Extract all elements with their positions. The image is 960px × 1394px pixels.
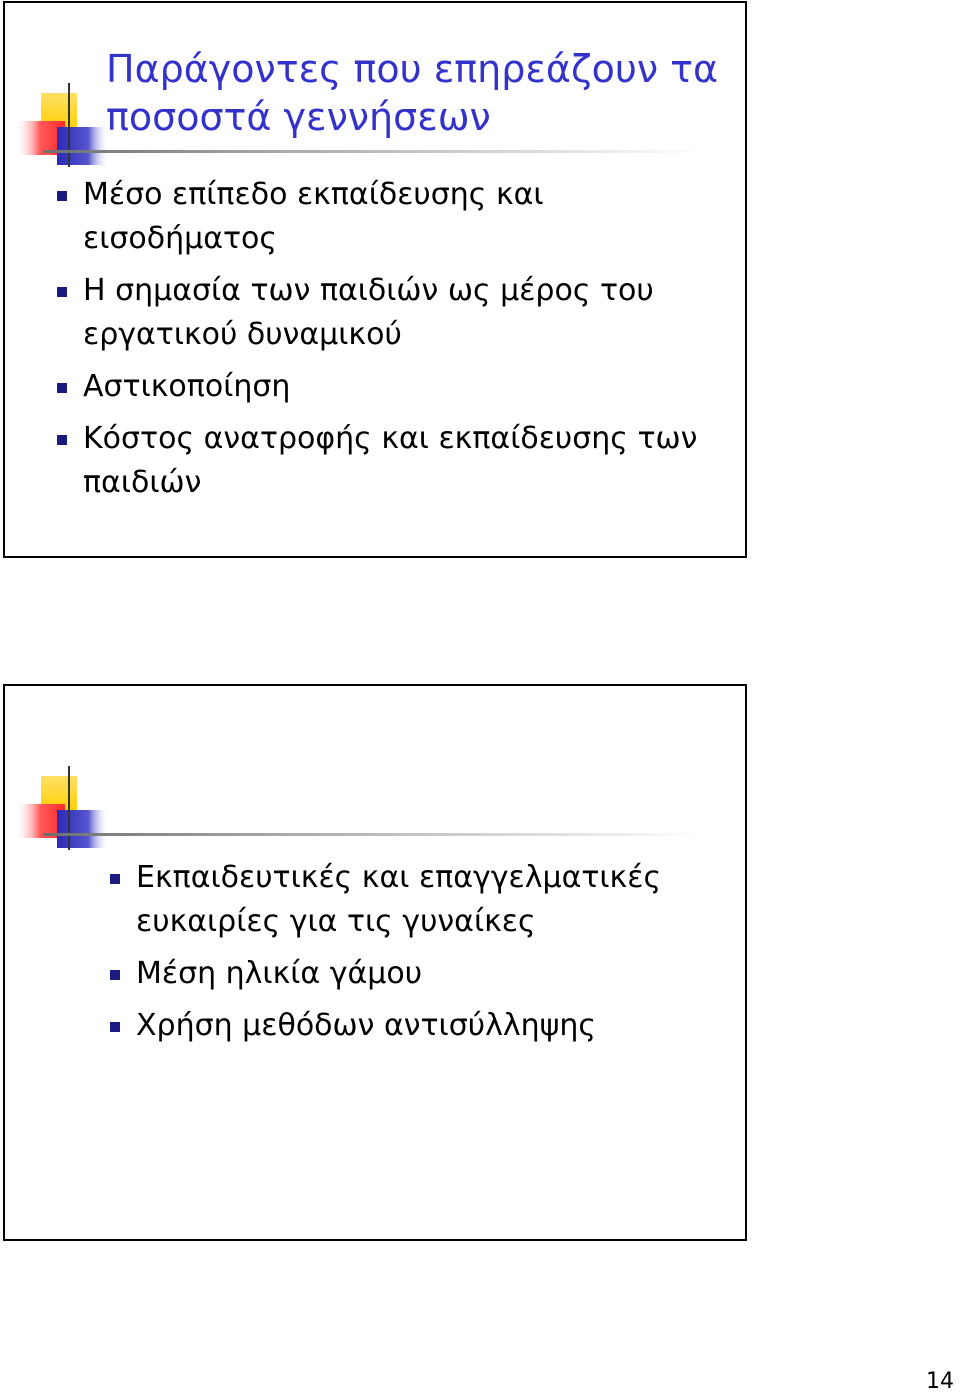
bullet-text: Μέσο επίπεδο εκπαίδευσης και εισοδήματος [83,177,544,256]
square-bullet-icon [110,874,120,884]
bullet-text: Εκπαιδευτικές και επαγγελματικές ευκαιρίες για τις γυναίκες [136,860,662,939]
slide-2 [3,684,747,1241]
bullet-text: Η σημασία των παιδιών ως μέρος του εργατικού δυναμικού [83,273,654,352]
list-item [108,952,728,996]
slide-logo-icon [13,764,113,852]
list-item [55,269,735,357]
title-divider [43,150,703,153]
list-item [55,365,735,409]
page-number: 14 [926,1369,954,1394]
bullet-list [108,856,728,1056]
square-bullet-icon [110,970,120,980]
square-bullet-icon [57,287,67,297]
square-bullet-icon [57,435,67,445]
bullet-text: Αστικοποίηση [83,369,291,404]
bullet-text: Κόστος ανατροφής και εκπαίδευσης των παιδιών [83,421,698,500]
bullet-text: Χρήση μεθόδων αντισύλληψης [136,1008,597,1043]
slide-logo-icon [13,81,113,169]
title-divider [43,833,703,836]
bullet-list [55,173,735,513]
list-item [108,1004,728,1048]
square-bullet-icon [57,383,67,393]
slide-title: Παράγοντες που επηρεάζουν τα ποσοστά γεννήσεων [106,47,719,139]
square-bullet-icon [110,1022,120,1032]
list-item [55,173,735,261]
list-item [108,856,728,944]
list-item [55,417,735,505]
bullet-text: Μέση ηλικία γάμου [136,956,423,991]
slide-1 [3,1,747,558]
square-bullet-icon [57,191,67,201]
